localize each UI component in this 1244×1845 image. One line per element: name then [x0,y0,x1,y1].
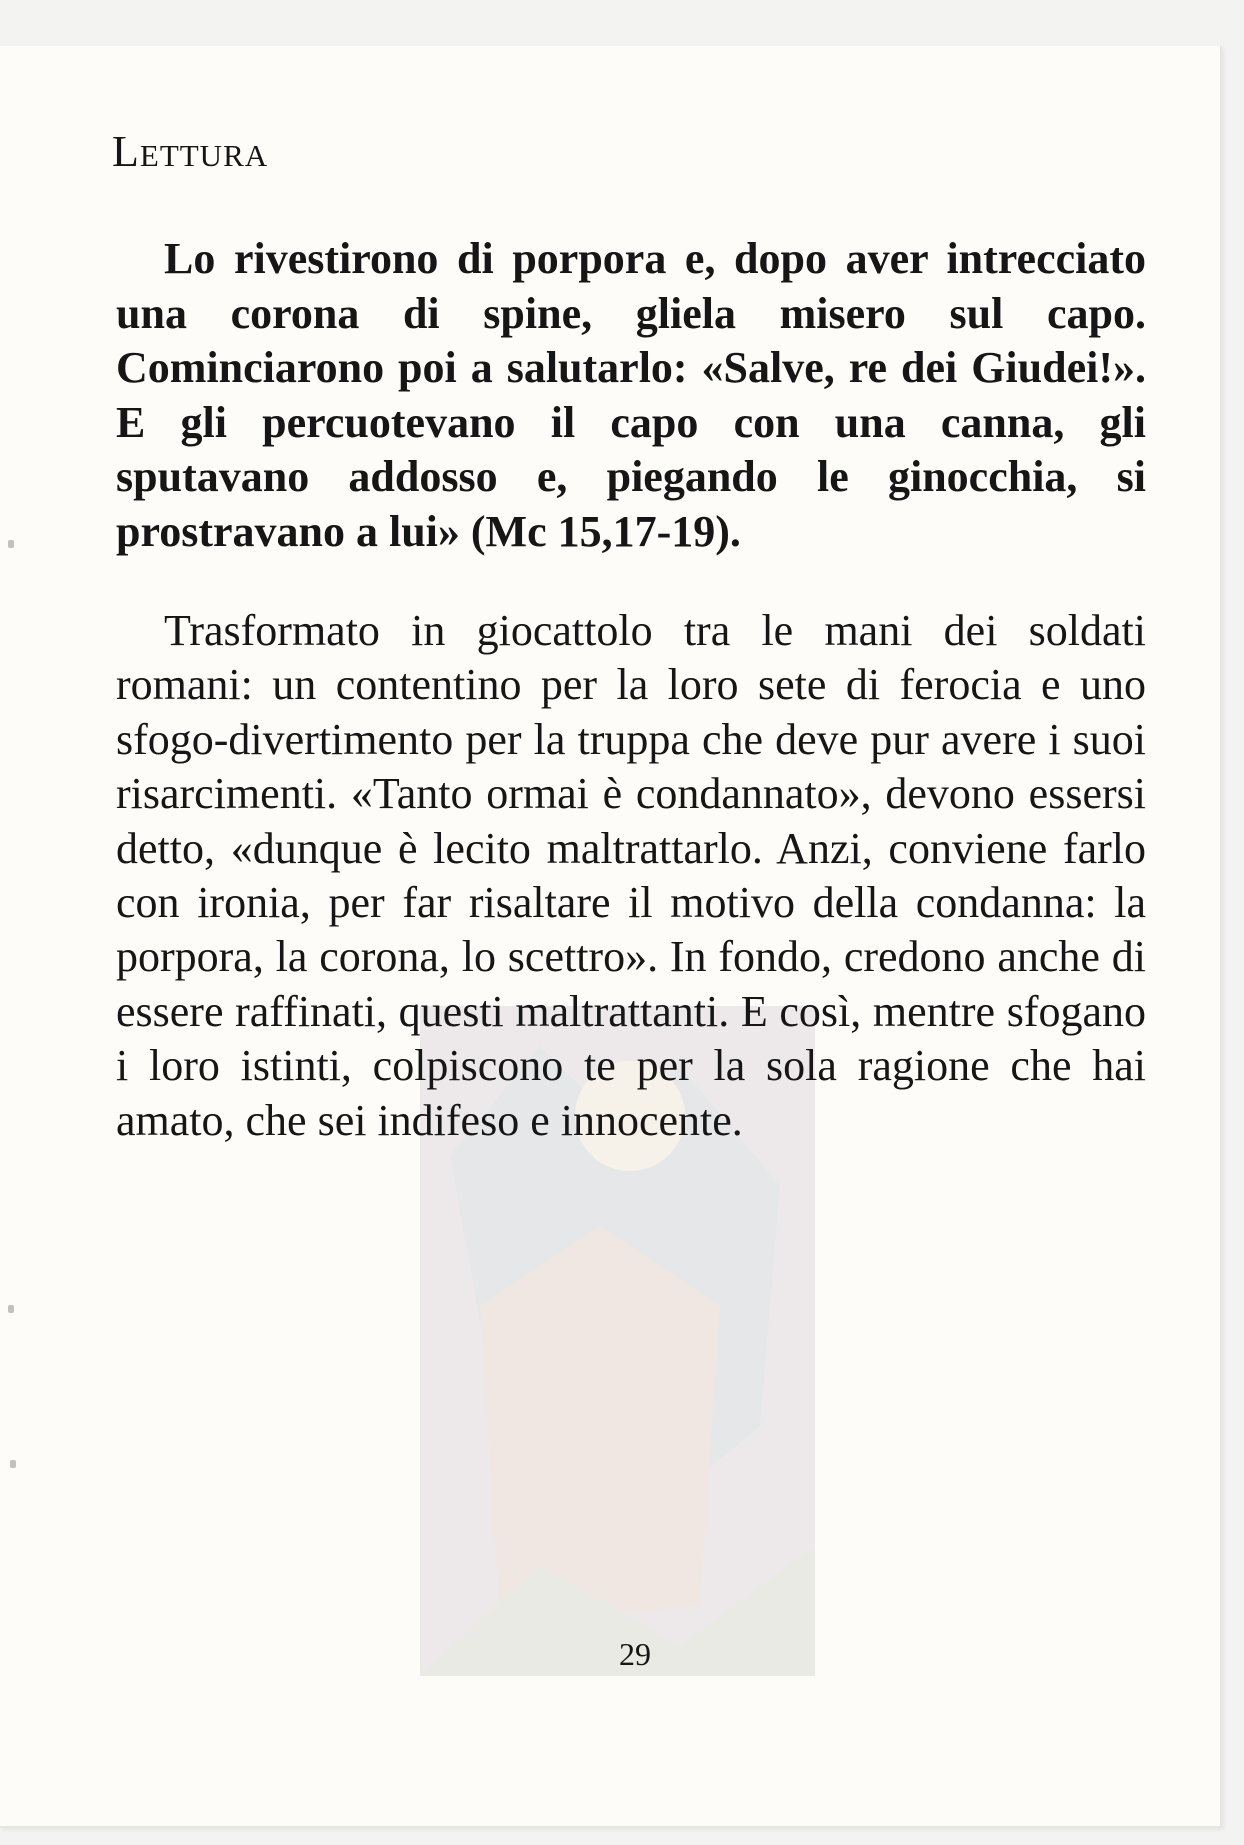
scan-speck [8,1305,14,1313]
commentary-paragraph: Trasformato in giocattolo tra le mani dei soldati romani: un contentino per la loro sete di ferocia e uno sfogo-divertimento per la truppa che deve pur avere i suoi risarcimenti. «Tanto ormai è condannato», devono essersi detto, «dunque è lecito maltrattarlo. Anzi, conviene farlo con ironia, per far risaltare il motivo della condanna: la porpora, la corona, lo scettro». In fondo, credono anche di essere raffinati, questi maltrattanti. E così, mentre sfogano i loro istinti, colpiscono te per la sola ragione che hai amato, che sei indifeso e innocente. [116,606,1146,1145]
scan-speck [8,540,14,548]
scripture-reading: Lo rivestirono di porpora e, dopo aver intrecciato una corona di spine, gliela misero sul capo. Cominciarono poi a salutarlo: «Salve, re dei Giudei!». E gli percuotevano il capo con una canna, gli sputavano addosso e, piegando le ginocchia, si prostravano a lui» (Mc 15,17-19). [116,234,1146,556]
scan-speck [10,1460,16,1468]
section-title: Lettura [112,127,269,176]
page-number: 29 [619,1636,651,1672]
book-page [0,46,1222,1828]
